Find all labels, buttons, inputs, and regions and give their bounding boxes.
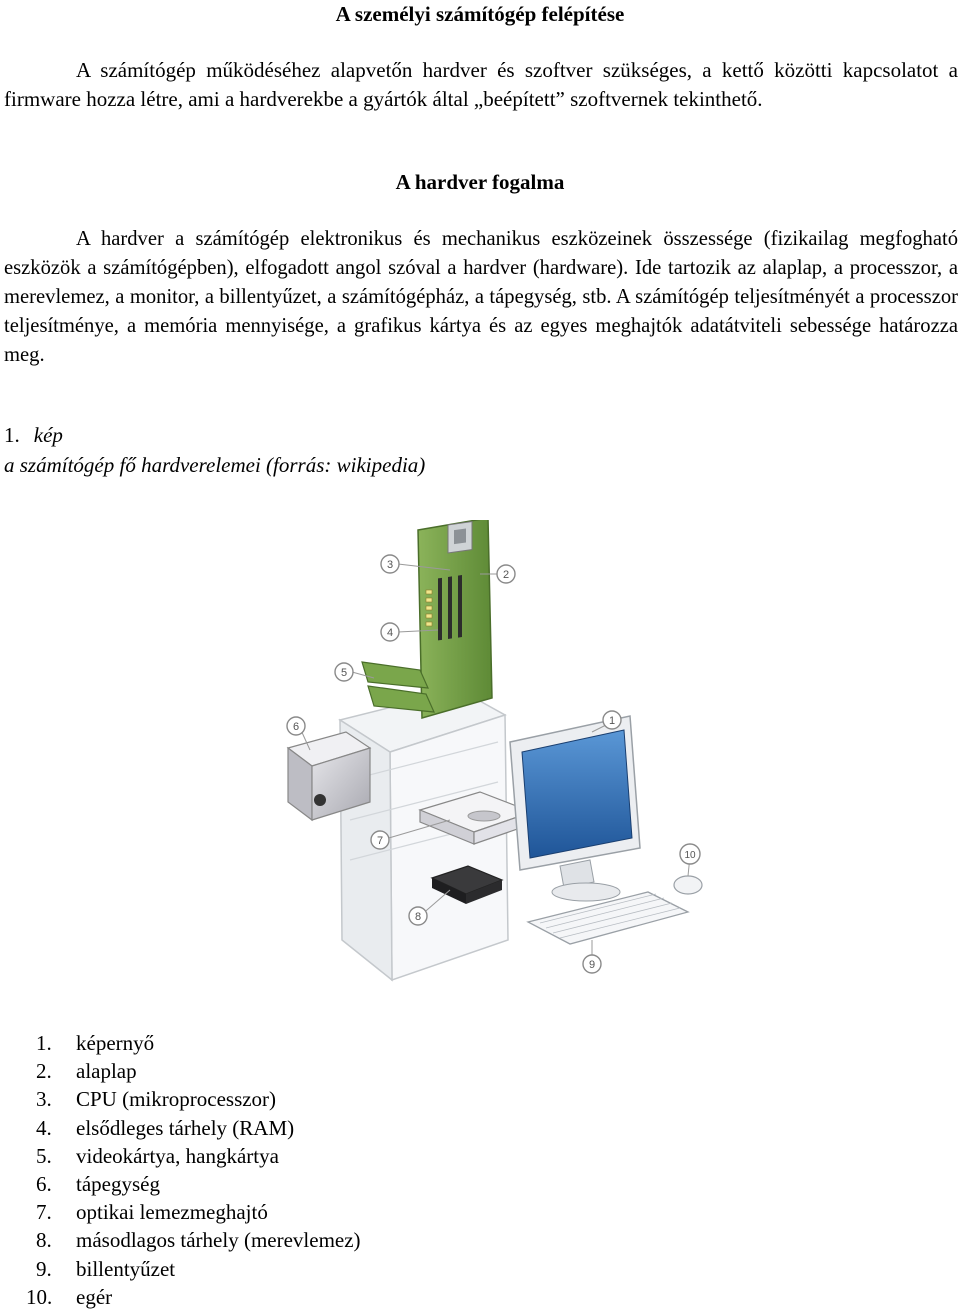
list-item (36, 1085, 361, 1113)
callout-1 (603, 711, 621, 729)
list-item-number: 1. (36, 1031, 52, 1055)
list-item-label: billentyűzet (76, 1256, 176, 1281)
callout-8 (409, 907, 427, 925)
callout-4 (381, 623, 399, 641)
list-item-label: optikai lemezmeghajtó (76, 1200, 268, 1225)
list-item (36, 1029, 361, 1057)
list-item-number: 5. (36, 1143, 52, 1168)
callout-9-label: 9 (588, 959, 596, 971)
list-item-label: tápegység (76, 1172, 160, 1197)
callout-7-label: 7 (376, 835, 384, 847)
keyboard (528, 892, 688, 944)
list-item-number: 2. (36, 1059, 52, 1084)
callout-6-label: 6 (292, 721, 300, 733)
document-title: A személyi számítógép felépítése (335, 2, 625, 26)
callout-9 (583, 955, 601, 973)
hardware-text: A hardver a számítógép elektronikus és mechanikus eszközeinek összessége (fizikailag megfogható eszközök a számítógépben), elfogadott angol szóval a hardver (hardware). Ide tartozik az alaplap, a processzor, a merevlemez, a monitor, a billentyűzet, a számítógépház, a tápegység, stb. A számítógép teljesítményét a processzor teljesítménye, a memória mennyisége, a grafikus kártya és az egyes meghajtók adatátviteli sebessége határozza meg. (4, 228, 958, 366)
callout-3 (381, 555, 399, 573)
list-item-number: 4. (36, 1115, 52, 1140)
list-item-number: 10. (26, 1284, 53, 1309)
intro-text: A számítógép működéséhez alapvetőn hardver és szoftver szükséges, a kettő közötti kapcsolatot a firmware hozza létre, ami a hardverekbe a gyártók által „beépített” szoftvernek tekinthető. (4, 58, 958, 111)
callout-2-label: 2 (502, 569, 510, 581)
callout-1-label: 1 (608, 715, 616, 727)
callout-5 (335, 663, 353, 681)
list-item (36, 1255, 361, 1283)
computer-hardware-figure (270, 520, 710, 990)
motherboard (418, 520, 492, 718)
figure-caption: a számítógép fő hardverelemei (forrás: wikipedia) (4, 453, 426, 477)
list-item-label: képernyő (76, 1031, 155, 1055)
list-item-label: elsődleges tárhely (RAM) (76, 1115, 295, 1140)
figure-number: 1. (4, 423, 20, 447)
figure-number-line (4, 421, 63, 449)
list-item (36, 1142, 361, 1170)
callout-2 (497, 565, 515, 583)
callout-10-label: 10 (684, 850, 696, 861)
section-heading: A hardver fogalma (395, 170, 565, 194)
hardware-paragraph (4, 225, 958, 370)
figure-word: kép (33, 423, 63, 447)
list-item-label: CPU (mikroprocesszor) (76, 1087, 277, 1112)
callout-3-label: 3 (386, 559, 394, 571)
mouse (674, 876, 702, 894)
list-item-number: 8. (36, 1228, 52, 1253)
list-item (26, 1283, 361, 1311)
parts-list (26, 1029, 361, 1311)
list-item-number: 7. (36, 1200, 52, 1225)
list-item-number: 9. (36, 1256, 52, 1281)
list-item (36, 1226, 361, 1254)
intro-paragraph (4, 56, 958, 114)
list-item-number: 3. (36, 1087, 52, 1112)
callout-10 (680, 844, 700, 864)
list-item-number: 6. (36, 1172, 52, 1197)
list-item-label: alaplap (76, 1059, 137, 1084)
list-item (36, 1198, 361, 1226)
list-item (36, 1057, 361, 1085)
list-item-label: másodlagos tárhely (merevlemez) (76, 1228, 361, 1253)
list-item-label: videokártya, hangkártya (76, 1143, 279, 1168)
callout-6 (287, 717, 305, 735)
callout-8-label: 8 (414, 911, 422, 923)
monitor (510, 716, 640, 901)
list-item (36, 1114, 361, 1142)
list-item-label: egér (76, 1284, 113, 1309)
callout-5-label: 5 (340, 667, 348, 679)
list-item (36, 1170, 361, 1198)
callout-4-label: 4 (386, 627, 394, 639)
callout-7 (371, 831, 389, 849)
